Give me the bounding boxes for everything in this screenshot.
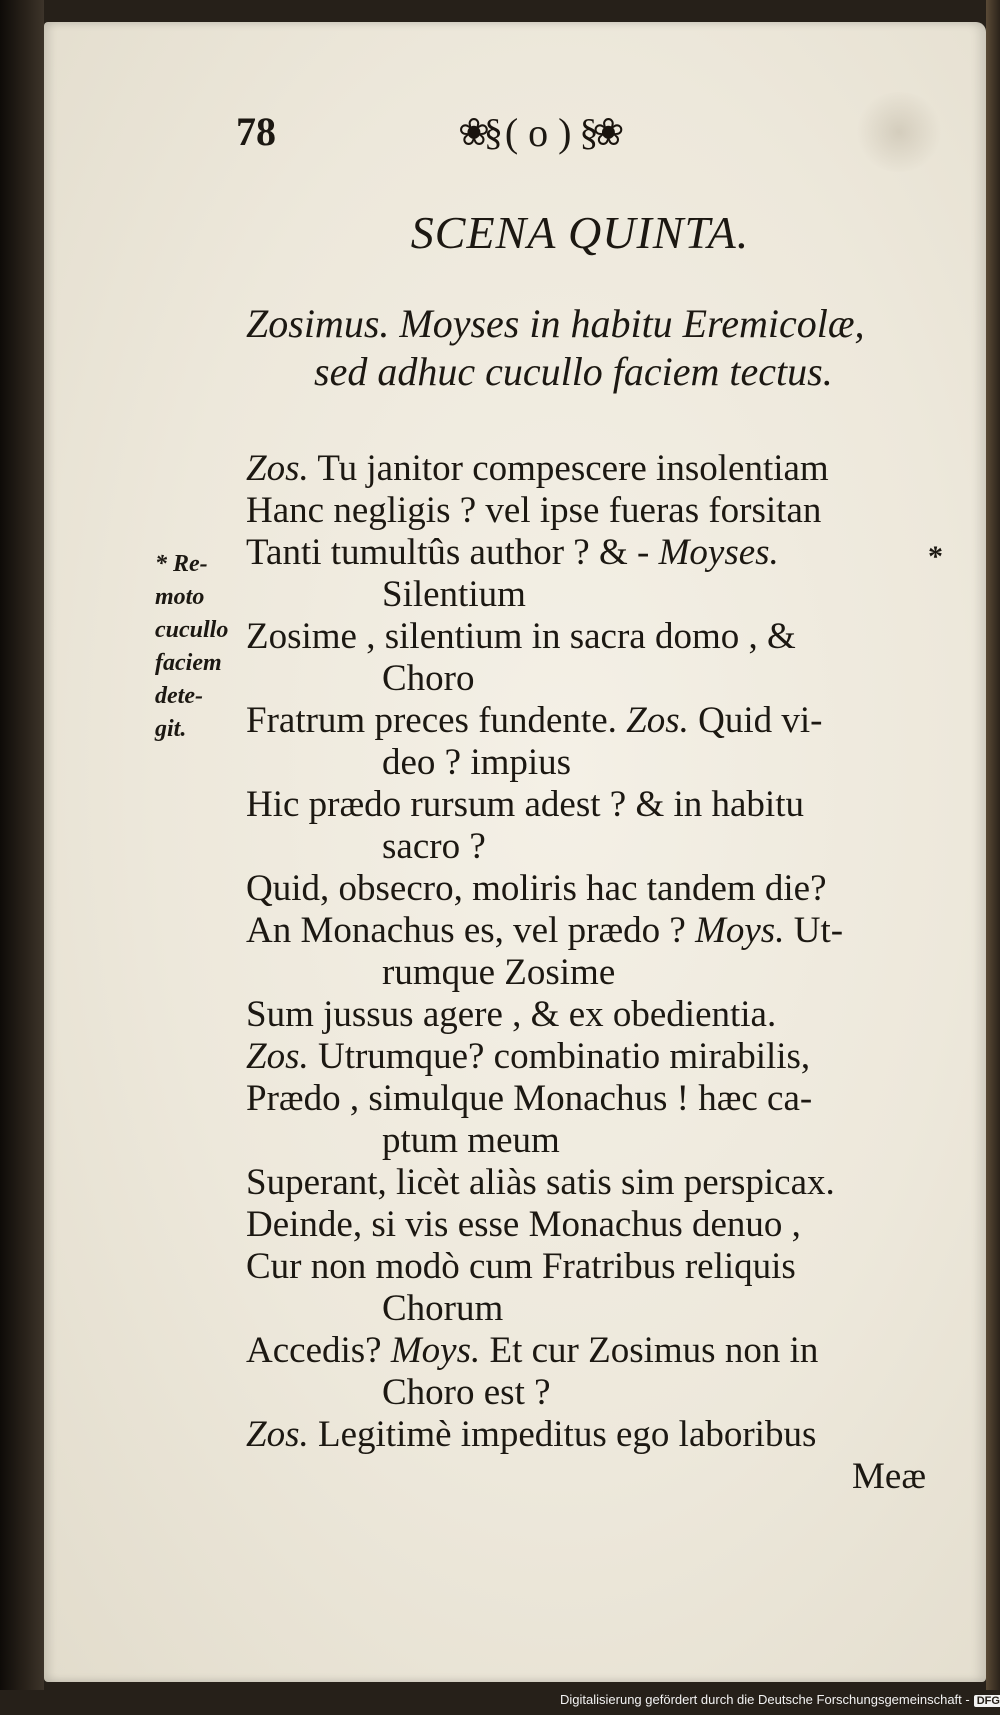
marginal-note-line: moto <box>155 584 205 610</box>
verse-line <box>246 1372 956 1414</box>
verse-text-segment: Quid vi- <box>688 700 823 741</box>
verse-line <box>246 490 956 532</box>
verse-text-segment: Hic prædo rursum adest ? & in habitu <box>246 784 804 825</box>
verse-line <box>246 532 956 574</box>
verse-line <box>246 1078 956 1120</box>
verse-line <box>246 700 956 742</box>
left-ornament-icon: ❀§ <box>458 111 497 154</box>
running-head <box>458 104 758 160</box>
speaker-label: Moys. <box>390 1330 481 1371</box>
speaker-label: Zos. <box>626 700 689 741</box>
verse-line <box>246 1330 956 1372</box>
verse-line <box>246 1120 956 1162</box>
verse-line <box>246 1288 956 1330</box>
verse-text-segment: Superant, licèt aliàs satis sim perspicax. <box>246 1162 835 1203</box>
verse-text-segment: Chorum <box>382 1288 504 1329</box>
speaker-label: Moyses. <box>658 532 779 573</box>
persons-line-1: Zosimus. Moyses in habitu Eremicolæ, <box>246 301 865 346</box>
verse-text-segment: Utrumque? combinatio mirabilis, <box>308 1036 811 1077</box>
book-spine-shadow <box>0 0 44 1690</box>
verse-line <box>246 574 956 616</box>
verse-text-segment: Quid, obsecro, moliris hac tandem die? <box>246 868 827 909</box>
note-reference-mark: * <box>928 540 943 573</box>
marginal-note <box>155 548 245 746</box>
marginal-note-line: git. <box>155 716 187 742</box>
verse-text-segment: Tu janitor compescere insolentiam <box>308 448 829 489</box>
verse-line <box>246 994 956 1036</box>
speaker-label: Zos. <box>246 1036 309 1077</box>
verse-line <box>246 742 956 784</box>
running-mark: ( o ) <box>504 109 572 155</box>
dramatis-personae <box>246 300 946 396</box>
verse-line <box>246 1246 956 1288</box>
marginal-note-line: faciem <box>155 650 222 676</box>
verse-text-segment: Accedis? <box>246 1330 391 1371</box>
verse-text-segment: Zosime , silentium in sacra domo , & <box>246 616 796 657</box>
verse-text-segment: ptum meum <box>382 1120 560 1161</box>
verse-line <box>246 1414 956 1456</box>
verse-line <box>246 1204 956 1246</box>
marginal-note-line: cucullo <box>155 617 229 643</box>
credit-text: Digitalisierung gefördert durch die Deutsche Forschungsgemeinschaft - <box>560 1692 970 1707</box>
verse-line <box>246 784 956 826</box>
marginal-note-line: dete- <box>155 683 203 709</box>
verse-text-segment: An Monachus es, vel prædo ? <box>246 910 696 951</box>
verse-line <box>246 1036 956 1078</box>
verse-text-segment: Silentium <box>382 574 526 615</box>
verse-text-segment: Cur non modò cum Fratribus reliquis <box>246 1246 796 1287</box>
verse-line <box>246 1456 956 1498</box>
digitization-credit <box>560 1692 1000 1714</box>
speaker-label: Zos. <box>246 448 309 489</box>
verse-text-segment: rumque Zosime <box>382 952 616 993</box>
verse-line <box>246 448 956 490</box>
marginal-note-mark: * Re- <box>155 551 208 577</box>
speaker-label: Zos. <box>246 1414 309 1455</box>
verse-text-segment: Legitimè impeditus ego laboribus <box>308 1414 817 1455</box>
right-ornament-icon: §❀ <box>579 111 619 154</box>
verse-text-segment: Sum jussus agere , & ex obedientia. <box>246 994 777 1035</box>
verse-text-segment: Et cur Zosimus non in <box>480 1330 819 1371</box>
verse-line <box>246 868 956 910</box>
verse-line <box>246 1162 956 1204</box>
persons-line-2: sed adhuc cucullo faciem tectus. <box>314 349 833 394</box>
verse-text-segment: Hanc negligis ? vel ipse fueras forsitan <box>246 490 822 531</box>
verse-text-segment: Tanti tumultûs author ? & - <box>246 532 659 573</box>
scene-title: SCENA QUINTA. <box>410 207 750 258</box>
verse-text-segment: Choro est ? <box>382 1372 551 1413</box>
verse-text-segment: Deinde, si vis esse Monachus denuo , <box>246 1204 801 1245</box>
verse-text-segment: Fratrum preces fundente. <box>246 700 627 741</box>
dfg-logo: DFG <box>974 1695 1000 1707</box>
verse-line <box>246 658 956 700</box>
page-edge <box>986 0 1000 1690</box>
verse-text-segment: deo ? impius <box>382 742 572 783</box>
verse-text-segment: Meæ <box>852 1456 926 1497</box>
verse-line <box>246 910 956 952</box>
verse-text-segment: Prædo , simulque Monachus ! hæc ca- <box>246 1078 813 1119</box>
paper-stain <box>854 92 944 172</box>
verse-text <box>246 448 956 1498</box>
page-number: 78 <box>236 109 276 154</box>
verse-text-segment: sacro ? <box>382 826 486 867</box>
verse-line <box>246 952 956 994</box>
verse-text-segment: Ut- <box>784 910 844 951</box>
verse-line <box>246 616 956 658</box>
speaker-label: Moys. <box>695 910 785 951</box>
verse-text-segment: Choro <box>382 658 475 699</box>
verse-line <box>246 826 956 868</box>
